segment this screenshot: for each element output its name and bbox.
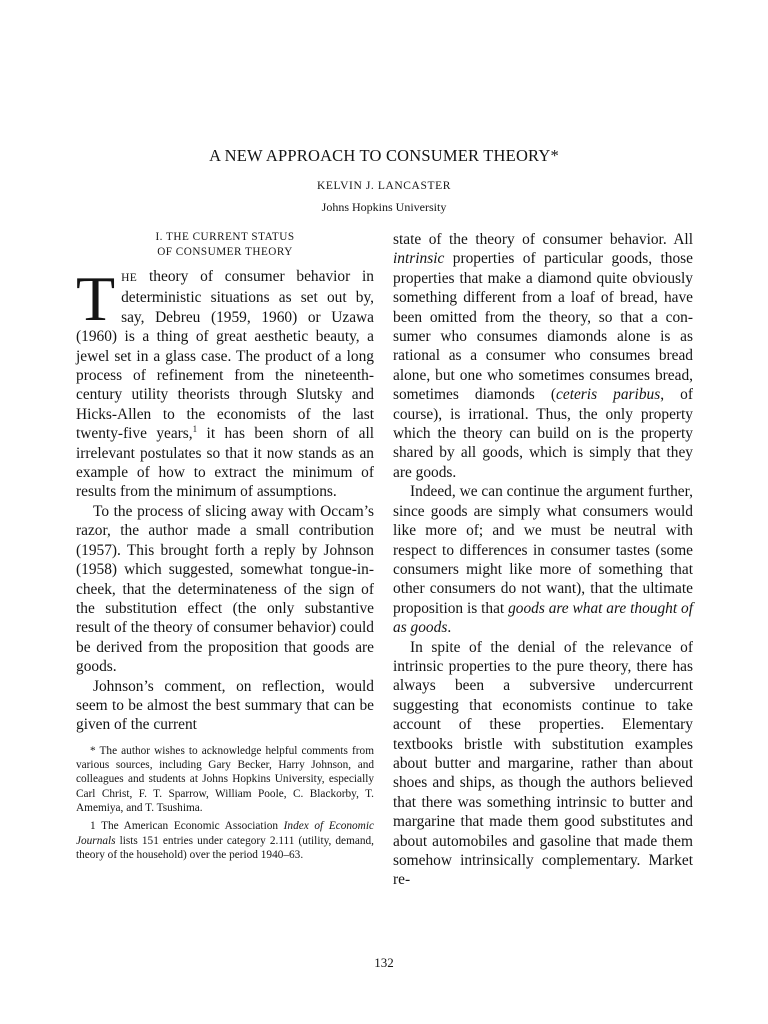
paragraph-2: To the process of slicing away with Occam’s razor, the author made a small contribution (1957). This brought forth a reply by Johnson (1958) which suggested, somewhat tongue-in-cheek, that the determinateness of the sign of the substitution effect (the only substantive result of the theory of consumer behavior) could be derived from the proposition that goods are goods. (76, 502, 374, 676)
footnote-acknowledgment: * The author wishes to acknowledge helpful comments from various sources, including Gary Becker, Harry Johnson, and colleagues and students at Johns Hopkins University, especially Carl Christ, F. T. Sparrow, William Poole, C. Blackorby, T. Amemiya, and T. Tsushima. (76, 744, 374, 814)
section-heading-line-1: I. THE CURRENT STATUS (155, 231, 295, 243)
section-heading-line-2: OF CONSUMER THEORY (157, 246, 293, 258)
left-column (76, 230, 374, 866)
right-p1-text-c: , of course), is irrational. Thus, the only property which the theory can build on is the property shared by all goods, which is simply that they are goods. (393, 386, 693, 481)
author-affiliation: Johns Hopkins University (321, 200, 447, 214)
opening-smallcaps: HE (121, 272, 138, 284)
paragraph-1-text: theory of consumer behavior in deterministic situations as set out by, say, Debreu (1959, 1960) or Uzawa (1960) is a thing of great aesthetic beauty, a jewel set in a glass case. The product of a long process of refinement from the nineteenth-century utility theorists through Slutsky and Hicks-Allen to the economists of the last twenty-five years, (76, 268, 374, 443)
right-paragraph-2 (393, 482, 693, 637)
footnote-1-italic: Index of Economic Journals (76, 820, 374, 847)
paragraph-3: Johnson’s comment, on reflection, would seem to be almost the best summary that can be given of the current (76, 677, 374, 734)
right-p1-italic-2: ceteris paribus (556, 386, 661, 404)
drop-cap: T (76, 263, 116, 334)
section-heading (76, 230, 374, 260)
right-p2-text-a: Indeed, we can continue the argument further, since goods are simply what consumers would like more of; and we must be neutral with respect to differences in consumer tastes (some consumers might like more of something that other consumers do not want), that the ultimate proposition is that (393, 483, 693, 617)
right-p2-text-b: . (447, 619, 452, 637)
right-column (393, 230, 693, 890)
footnote-1-marker: 1 (192, 424, 198, 435)
footnote-1-text-b: lists 151 entries under category 2.111 (utility, demand, theory of the household) over the period 1940–63. (76, 834, 374, 861)
right-p1-text-a: state of the theory of consumer behavior. All (393, 231, 693, 248)
right-paragraph-1 (393, 230, 693, 482)
paragraph-1 (76, 263, 374, 502)
right-p1-text-b: properties of particular goods, those properties that make a diamond quite obviously something different from a loaf of bread, have been omitted from the theory, so that a consumer who consumes diamonds alone is as rational as a consumer who consumes bread alone, but one who sometimes consumes bread, sometimes diamonds ( (393, 250, 693, 404)
page-number: 132 (374, 955, 394, 970)
article-title: A NEW APPROACH TO CONSUMER THEORY* (209, 146, 559, 165)
author-name: KELVIN J. LANCASTER (317, 180, 451, 192)
footnote-1 (76, 819, 374, 862)
footnote-1-text-a: 1 The American Economic Association (90, 820, 284, 833)
paragraph-1-end: it has been shorn of all irrelevant postulates so that it now stands as an example of how to extract the minimum of results from the minimum of assumptions. (76, 425, 374, 501)
right-p1-italic-1: intrinsic (393, 250, 445, 268)
footnotes (76, 744, 374, 862)
right-paragraph-3: In spite of the denial of the relevance of intrinsic properties to the pure theory, there has always been a subversive undercurrent suggesting that economists continue to take account of these properties. Elementary textbooks bristle with substitution examples about butter and margarine, rather than about shoes and ships, as though the authors believed that there was something intrinsic to butter and margarine that made them good substitutes and about automobiles and gasoline that made them somehow intrinsically complementary. Market re- (393, 638, 693, 889)
right-p2-italic: goods are what are thought of as goods (393, 599, 693, 637)
